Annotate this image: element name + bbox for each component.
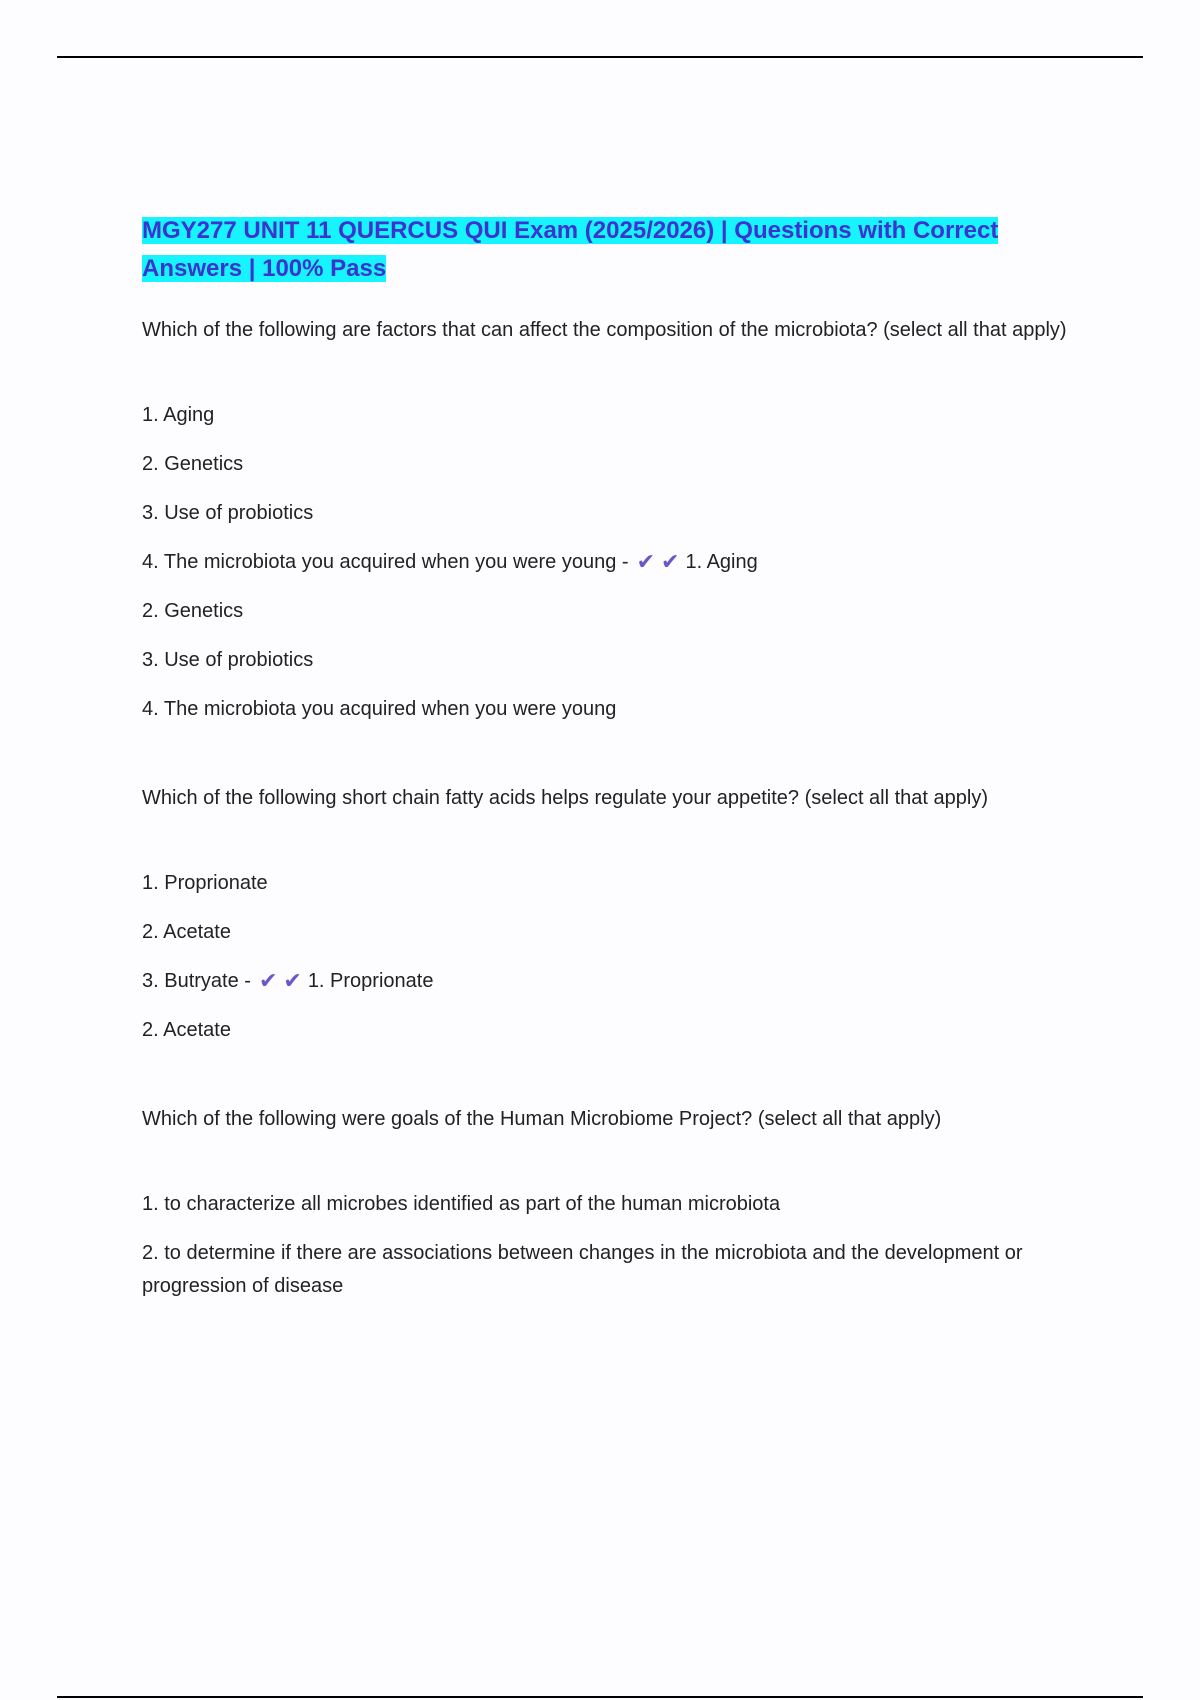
document-body <box>142 212 1072 1319</box>
q1-option-2: 2. Genetics <box>142 453 244 475</box>
q1-option-3: 3. Use of probiotics <box>142 502 314 524</box>
q1-option-1: 1. Aging <box>142 404 215 426</box>
q1-answer-3: 3. Use of probiotics <box>142 649 314 671</box>
question-3: Which of the following were goals of the Human Microbiome Project? (select all that apply) <box>142 1108 942 1130</box>
q1-option-4-with-answer <box>142 546 1072 579</box>
q1-option-4: 4. The microbiota you acquired when you were young - <box>142 551 629 573</box>
q2-option-3: 3. Butryate - <box>142 970 251 992</box>
spacer <box>142 742 1072 782</box>
q1-answer-2: 2. Genetics <box>142 600 244 622</box>
bottom-rule <box>57 1696 1143 1698</box>
q2-option-1: 1. Proprionate <box>142 872 268 894</box>
check-icon: ✔ <box>283 969 302 994</box>
title-text: MGY277 UNIT 11 QUERCUS QUI Exam (2025/2026) | Questions with Correct Answers | 100% Pass <box>142 217 999 282</box>
q1-answer-4: 4. The microbiota you acquired when you were young <box>142 698 617 720</box>
q2-option-2: 2. Acetate <box>142 921 231 943</box>
spacer <box>142 1063 1072 1103</box>
q3-option-1: 1. to characterize all microbes identified as part of the human microbiota <box>142 1193 781 1215</box>
q3-option-2: 2. to determine if there are associations between changes in the microbiota and the development or progression of disease <box>142 1242 1023 1297</box>
q2-answer-2: 2. Acetate <box>142 1019 231 1041</box>
document-title <box>142 212 1072 288</box>
q2-answer-1: 1. Proprionate <box>307 970 434 992</box>
check-icon: ✔ <box>258 969 278 994</box>
question-1: Which of the following are factors that can affect the composition of the microbiota? (select all that apply) <box>142 319 1067 341</box>
question-2: Which of the following short chain fatty acids helps regulate your appetite? (select all that apply) <box>142 787 989 809</box>
check-icon: ✔ <box>636 550 656 575</box>
top-rule <box>57 56 1143 58</box>
check-icon: ✔ <box>661 550 680 575</box>
q2-option-3-with-answer <box>142 965 1072 998</box>
q1-answer-1: 1. Aging <box>685 551 758 573</box>
